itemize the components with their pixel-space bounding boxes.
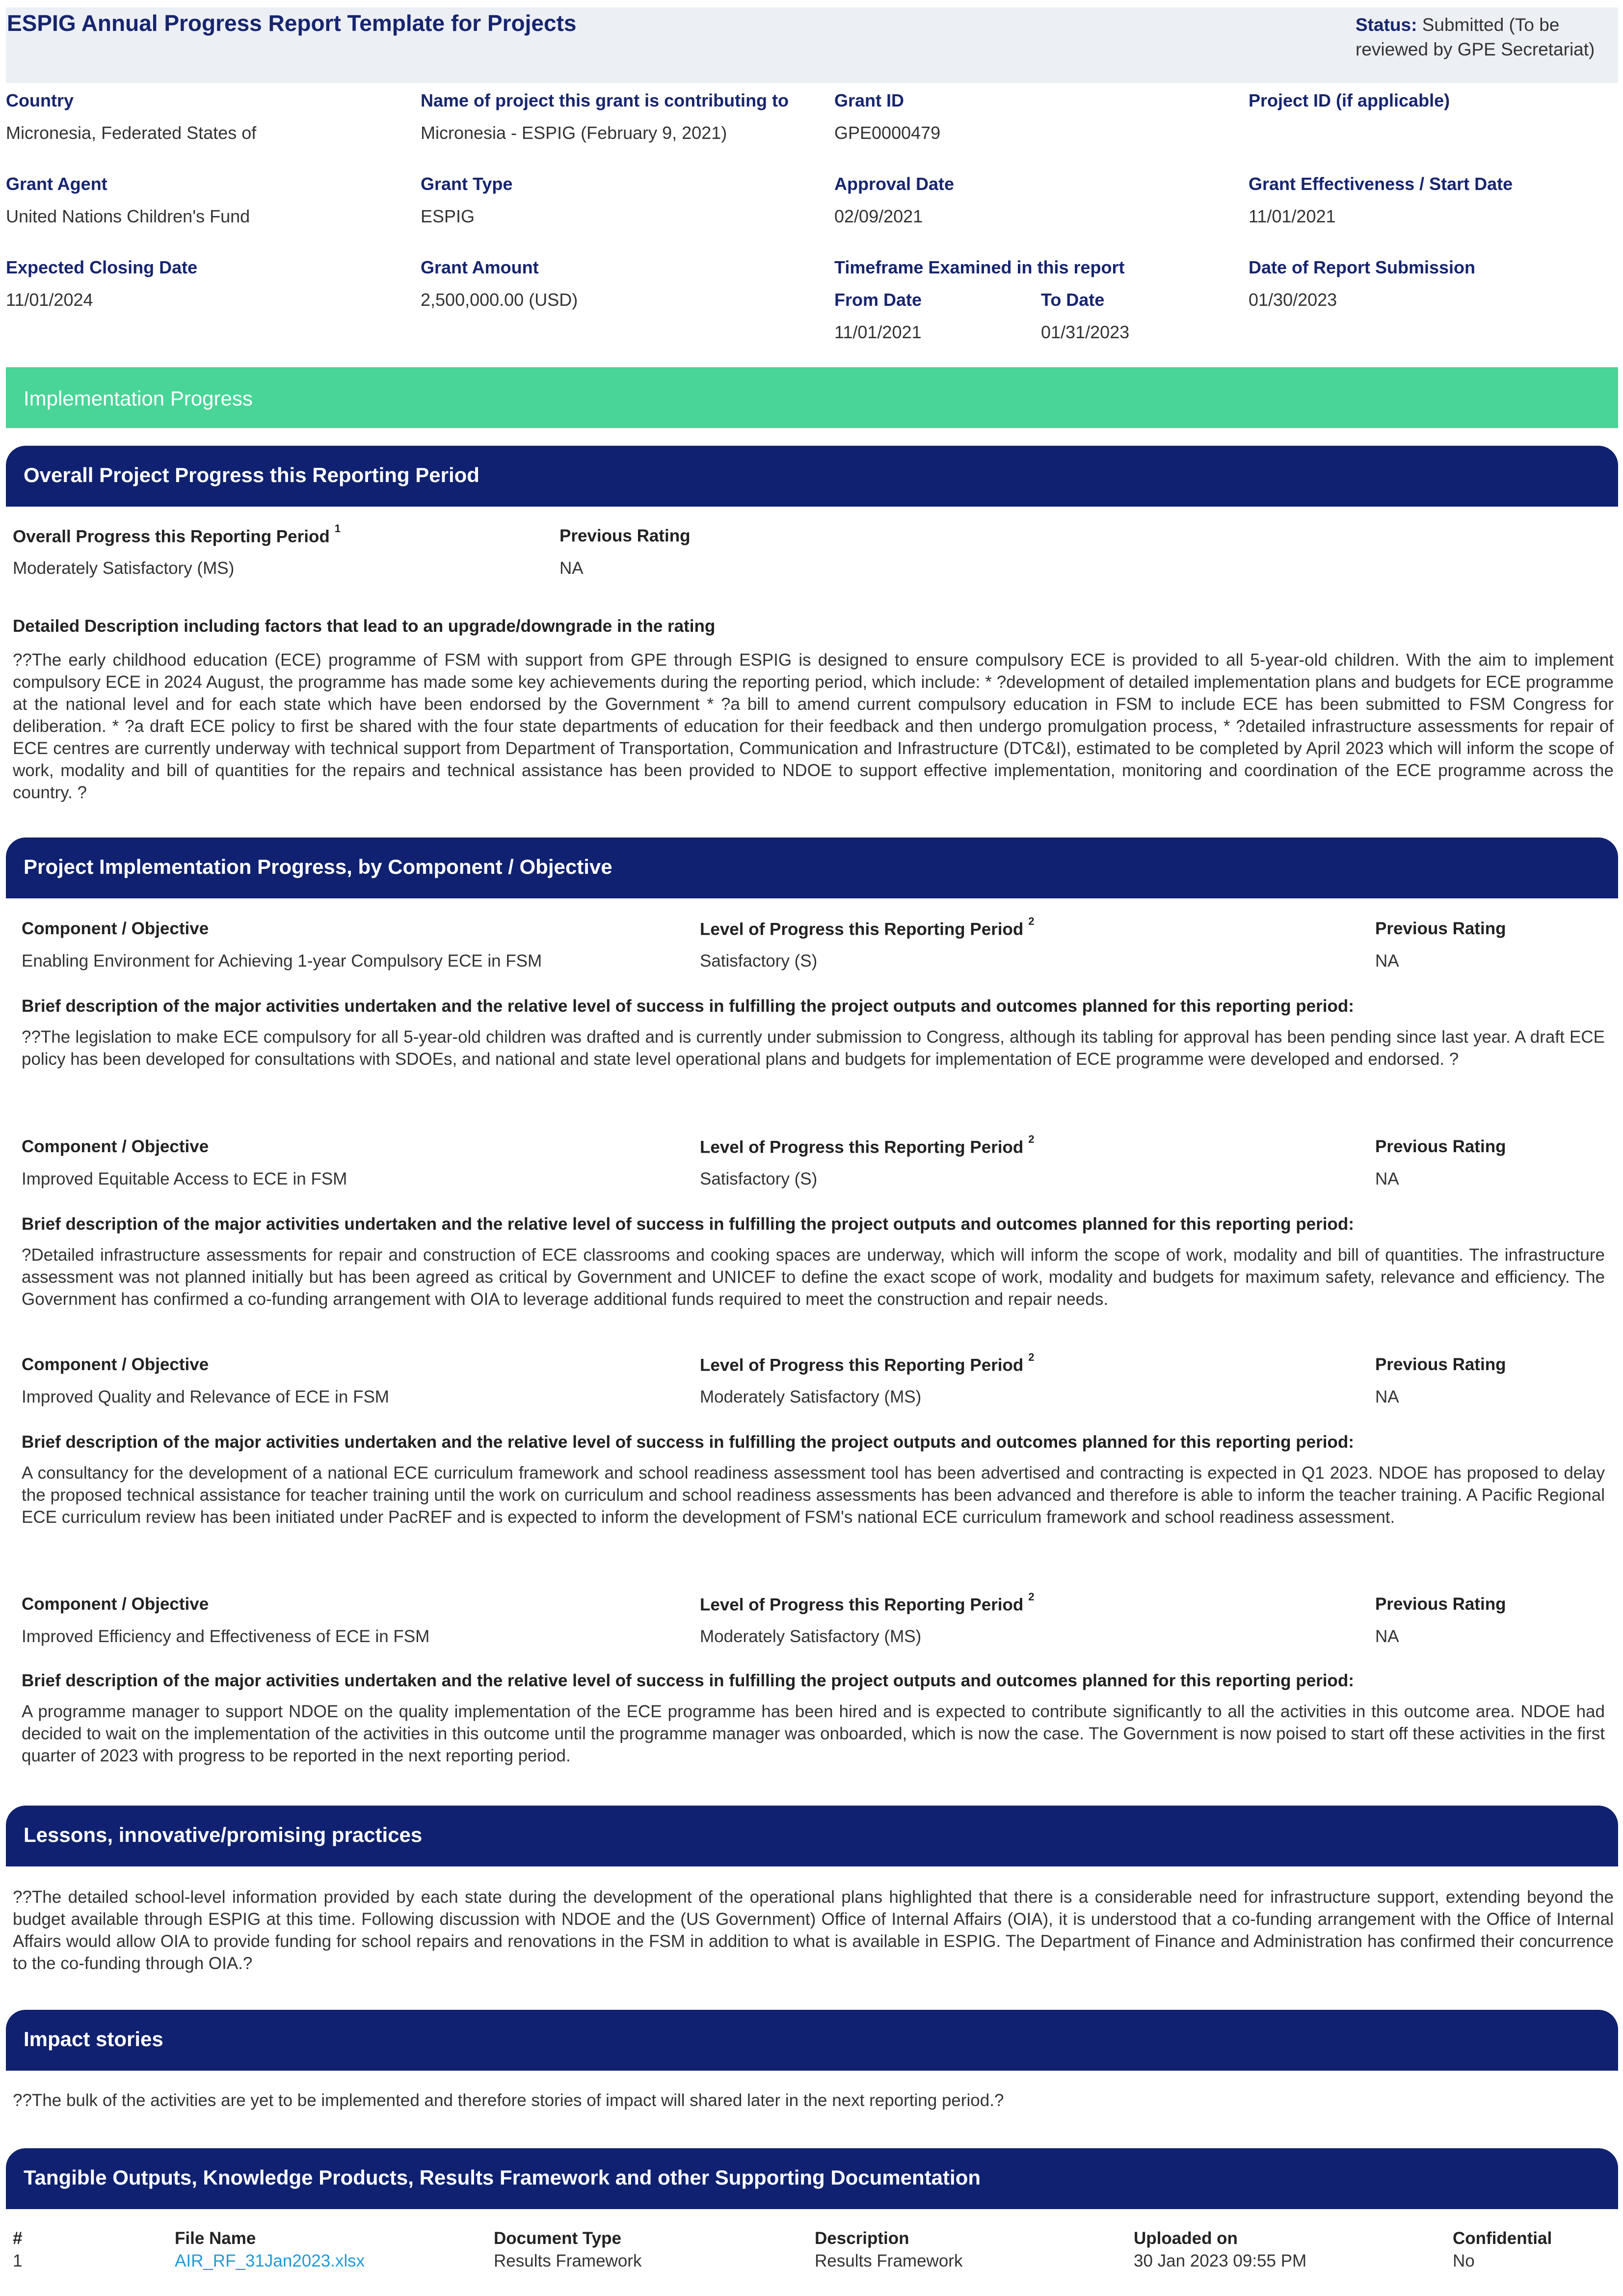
component-1-name: Enabling Environment for Achieving 1-year Compulsory ECE in FSM: [22, 951, 542, 971]
overall-progress-section-header: [6, 446, 1618, 507]
overall-previous-label: Previous Rating: [559, 526, 691, 545]
component-3-level-label: Level of Progress this Reporting Period $^2$: [700, 1351, 1035, 1375]
component-2-previous-value: NA: [1375, 1169, 1399, 1189]
component-1-previous-label: Previous Rating: [1375, 919, 1506, 938]
documents-heading: Tangible Outputs, Knowledge Products, Results Framework and other Supporting Documentation: [24, 2166, 981, 2189]
submission-date-value: 01/30/2023: [1249, 290, 1337, 310]
table-cell-confidential: No: [1453, 2251, 1475, 2270]
component-3-previous-value: NA: [1375, 1387, 1399, 1406]
table-header-file-name: File Name: [175, 2229, 256, 2248]
table-header-number: #: [13, 2229, 23, 2248]
component-1-description: ??The legislation to make ECE compulsory for all 5-year-old children was drafted and is currently under submission to Congress, although its tabling for approval has been pending since last year. A draft ECE policy has been developed for consultations with SDOEs, and national and state level operational plans and budgets for implementation of ECE programme were developed and endorsed. ?: [22, 1027, 1605, 1069]
submission-date-label: Date of Report Submission: [1249, 257, 1476, 277]
documents-section-header: [6, 2148, 1618, 2209]
components-heading: Project Implementation Progress, by Component / Objective: [24, 855, 612, 878]
footnote-1: 1: [334, 522, 341, 535]
impact-heading: Impact stories: [24, 2027, 163, 2051]
component-4-name: Improved Efficiency and Effectiveness of ECE in FSM: [22, 1627, 430, 1646]
closing-date-value: 11/01/2024: [6, 290, 93, 310]
impact-text: ??The bulk of the activities are yet to be implemented and therefore stories of impact will shared later in the next reporting period.?: [13, 2091, 1004, 2110]
table-header-uploaded-on: Uploaded on: [1134, 2229, 1238, 2248]
component-1-level-label: Level of Progress this Reporting Period $^2$: [700, 915, 1035, 939]
grant-amount-value: 2,500,000.00 (USD): [421, 290, 578, 310]
components-section-header: [6, 837, 1618, 898]
timeframe-label: Timeframe Examined in this report: [834, 257, 1125, 277]
detailed-description-label: Detailed Description including factors that lead to an upgrade/downgrade in the rating: [13, 617, 716, 636]
component-2-level-value: Satisfactory (S): [700, 1169, 818, 1189]
lessons-section-header: [6, 1806, 1618, 1866]
component-2-description: ?Detailed infrastructure assessments for repair and construction of ECE classrooms and cooking spaces are underway, which will inform the scope of work, modality and bill of quantities. The infrastructure assessment was not planned initially but has been agreed as critical by Government and UNICEF to define the exact scope of work, modality and budgets for maximum safety, relevance and efficiency. The Government has confirmed a co-funding arrangement with OIA to leverage additional funds required to meet the construction and repair needs.: [22, 1245, 1605, 1309]
detailed-description-text: ??The early childhood education (ECE) programme of FSM with support from GPE through ESPIG is designed to ensure compulsory ECE is provided to all 5-year-old children. With the aim to implement compulsory ECE in 2024 August, the programme has made some key achievements during the reporting period, which include: * ?development of detailed implementation plans and budgets for ECE programme at the national level and for each state which have been endorsed by the Government * ?a bill to amend current compulsory education in FSM to include ECE has been submitted to FSM Congress for deliberation. * ?a draft ECE policy to first be shared with the four state departments of education for their feedback and then undergo promulgation process, * ?detailed infrastructure assessments for repair of ECE centres are currently underway with technical support from Department of Transportation, Communication and Infrastructure (DTC&I), estimated to be completed by April 2023 which will inform the scope of work, modality and bill of quantities for the repairs and technical assistance has been provided to NDOE to support effective implementation, monitoring and coordination of the ECE programme across the country. ?: [13, 650, 1614, 802]
impact-section-header: [6, 2010, 1618, 2071]
table-cell-document-type: Results Framework: [494, 2251, 642, 2270]
approval-date-value: 02/09/2021: [834, 206, 923, 226]
country-label: Country: [6, 90, 74, 110]
component-2-label: Component / Objective: [22, 1137, 209, 1156]
component-4-previous-value: NA: [1375, 1627, 1399, 1646]
grant-amount-label: Grant Amount: [421, 257, 539, 277]
from-date-value: 11/01/2021: [834, 322, 922, 342]
project-name-label: Name of project this grant is contributing to: [421, 90, 789, 110]
component-2-brief-label: Brief description of the major activities undertaken and the relative level of success in fulfilling the project outputs and outcomes planned for this reporting period:: [22, 1215, 1354, 1234]
component-3-level-value: Moderately Satisfactory (MS): [700, 1387, 922, 1406]
component-4-level-value: Moderately Satisfactory (MS): [700, 1627, 922, 1646]
grant-agent-label: Grant Agent: [6, 174, 107, 194]
overall-previous-value: NA: [559, 559, 584, 578]
component-1-label: Component / Objective: [22, 919, 209, 938]
grant-agent-value: United Nations Children's Fund: [6, 206, 250, 226]
project-id-label: Project ID (if applicable): [1249, 90, 1450, 110]
component-4-brief-label: Brief description of the major activities undertaken and the relative level of success in fulfilling the project outputs and outcomes planned for this reporting period:: [22, 1671, 1354, 1690]
implementation-banner: [6, 367, 1618, 428]
overall-progress-value: Moderately Satisfactory (MS): [13, 559, 235, 578]
component-3-description: A consultancy for the development of a national ECE curriculum framework and school readiness assessment tool has been advertised and contracting is expected in Q1 2023. NDOE has proposed to delay the proposed technical assistance for teacher training until the work on curriculum and school readiness assessments has been advanced and therefore is able to inform the teacher training. A Pacific Regional ECE curriculum review has been initiated under PacREF and is expected to inform the development of FSM's national ECE curriculum framework and school readiness assessment.: [22, 1463, 1605, 1527]
component-4-previous-label: Previous Rating: [1375, 1594, 1506, 1614]
implementation-banner-label: Implementation Progress: [24, 387, 253, 410]
to-date-label: To Date: [1041, 290, 1105, 310]
grant-type-label: Grant Type: [421, 174, 513, 194]
component-2-level-label: Level of Progress this Reporting Period $^2$: [700, 1133, 1035, 1157]
approval-date-label: Approval Date: [834, 174, 955, 194]
lessons-text: ??The detailed school-level information provided by each state during the development of the operational plans highlighted that there is a considerable need for infrastructure support, extending beyond the budget available through ESPIG at this time. Following discussion with NDOE and the (US Government) Office of Internal Affairs (OIA), it is understood that a co-funding arrangement with the Office of Internal Affairs would allow OIA to provide funding for school repairs and renovations in the FSM in addition to what is available in ESPIG. The Department of Finance and Administration has confirmed their concurrence to the co-funding through OIA.?: [13, 1888, 1614, 1973]
component-4-level-label: Level of Progress this Reporting Period $^2$: [700, 1591, 1035, 1615]
component-3-previous-label: Previous Rating: [1375, 1355, 1506, 1374]
table-cell-uploaded-on: 30 Jan 2023 09:55 PM: [1134, 2251, 1307, 2270]
lessons-heading: Lessons, innovative/promising practices: [24, 1823, 423, 1846]
component-2-previous-label: Previous Rating: [1375, 1137, 1506, 1156]
file-link[interactable]: AIR_RF_31Jan2023.xlsx: [175, 2251, 365, 2270]
table-cell-number: 1: [13, 2251, 23, 2270]
grant-type-value: ESPIG: [421, 206, 475, 226]
page-title: ESPIG Annual Progress Report Template for Projects: [7, 10, 577, 36]
table-cell-description: Results Framework: [815, 2251, 963, 2270]
from-date-label: From Date: [834, 290, 922, 310]
component-4-label: Component / Objective: [22, 1594, 209, 1614]
project-name-value: Micronesia - ESPIG (February 9, 2021): [421, 123, 727, 143]
grant-id-label: Grant ID: [834, 90, 905, 110]
component-3-name: Improved Quality and Relevance of ECE in FSM: [22, 1387, 389, 1406]
component-4-description: A programme manager to support NDOE on the quality implementation of the ECE programme has been hired and is expected to contribute significantly to all the activities in this outcome area. NDOE had decided to wait on the implementation of the activities in this outcome until the programme manager was onboarded, which is now the case. The Government is now poised to start off these activities in the first quarter of 2023 with progress to be reported in the next reporting period.: [22, 1702, 1605, 1765]
component-2-name: Improved Equitable Access to ECE in FSM: [22, 1169, 347, 1189]
overall-progress-label: Overall Progress this Reporting Period $^1$: [13, 522, 341, 546]
closing-date-label: Expected Closing Date: [6, 257, 198, 277]
table-header-confidential: Confidential: [1453, 2229, 1552, 2248]
table-header-description: Description: [815, 2229, 909, 2248]
status-badge: [1356, 13, 1601, 62]
to-date-value: 01/31/2023: [1041, 322, 1130, 342]
component-1-previous-value: NA: [1375, 951, 1399, 971]
effectiveness-value: 11/01/2021: [1249, 206, 1336, 226]
component-1-level-value: Satisfactory (S): [700, 951, 818, 971]
status-value: Submitted (To be reviewed by GPE Secretariat): [1356, 15, 1595, 59]
overall-progress-heading: Overall Project Progress this Reporting Period: [24, 463, 479, 486]
country-value: Micronesia, Federated States of: [6, 123, 257, 143]
status-label: Status:: [1356, 15, 1417, 35]
grant-id-value: GPE0000479: [834, 123, 941, 143]
effectiveness-label: Grant Effectiveness / Start Date: [1249, 174, 1513, 194]
component-3-label: Component / Objective: [22, 1355, 209, 1374]
component-3-brief-label: Brief description of the major activities undertaken and the relative level of success in fulfilling the project outputs and outcomes planned for this reporting period:: [22, 1432, 1354, 1452]
table-header-document-type: Document Type: [494, 2229, 621, 2248]
component-1-brief-label: Brief description of the major activities undertaken and the relative level of success in fulfilling the project outputs and outcomes planned for this reporting period:: [22, 997, 1354, 1016]
